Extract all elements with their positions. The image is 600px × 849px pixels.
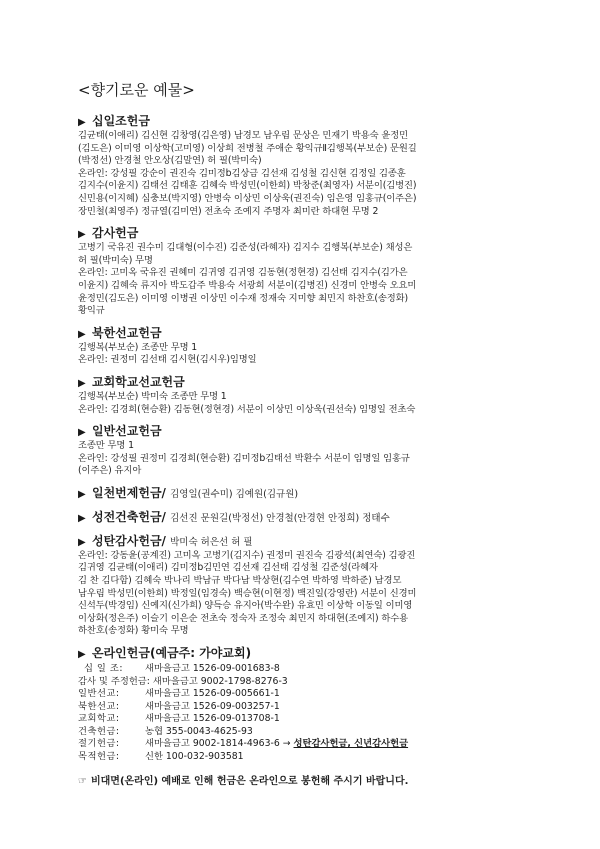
- section-heading: 감사헌금: [92, 226, 139, 241]
- donor-list: [78, 440, 530, 478]
- bullet-triangle-icon: ▶: [78, 117, 86, 128]
- bullet-triangle-icon: ▶: [78, 229, 86, 241]
- bullet-triangle-icon: ▶: [78, 427, 86, 439]
- section-heading: 교회학교선교헌금: [92, 374, 185, 389]
- donor-line: 김행복(부보순) 조종만 무명 1: [78, 341, 198, 353]
- account-number: 새마을금고 9002-1798-8276-3: [152, 675, 288, 687]
- donor-line: (김도은) 이미영 이상학(고미영) 이상희 전병철 주애순 황익규Ⅱ김행복(부보순) 문원길: [78, 142, 417, 154]
- donor-line: 신석두(박경임) 신예지(신가희) 양득승 유지아(박수완) 유효민 이상학 이동일 이미영: [78, 600, 413, 612]
- donor-line: 온라인: 강동윤(공계진) 고미옥 고병기(김지수) 권정미 권진숙 김광석(최연숙) 김광진: [78, 549, 416, 561]
- account-label: 감사 및 주정헌금:: [78, 675, 150, 687]
- donor-line: 고병기 국유진 권수미 김대형(이수진) 김준성(라혜자) 김지수 김행복(부보순) 채성은: [78, 242, 413, 254]
- page-title: <향기로운 예물>: [78, 81, 195, 99]
- account-row: [78, 738, 530, 751]
- section-north-korea-mission: [78, 326, 530, 367]
- section-heading: 일천번제헌금/: [92, 485, 166, 500]
- section-church-school-mission: [78, 375, 530, 416]
- account-list: [78, 663, 530, 763]
- donor-line: 온라인: 고미옥 국유진 권혜미 김귀영 김귀영 김동현(정현경) 김선태 김지수(김가은: [78, 267, 408, 279]
- account-row: [78, 701, 530, 714]
- account-label: 목적헌금:: [78, 750, 120, 762]
- offering-page: [78, 80, 530, 789]
- account-row: [78, 688, 530, 701]
- account-number: 새마을금고 1526-09-003257-1: [144, 700, 280, 712]
- donor-line: 윤정민(김도은) 이미영 이병권 이상민 이수재 정재숙 지미향 최민지 하찬호(송정화): [78, 292, 409, 304]
- bullet-triangle-icon: ▶: [78, 649, 86, 661]
- donor-line: 김 찬 김다함) 김혜숙 박나리 박남규 박다남 박상현(김수연 박하영 박하준) 남경모: [78, 575, 402, 587]
- bullet-triangle-icon: ▶: [78, 377, 86, 389]
- account-label: 교회학교:: [78, 713, 120, 725]
- section-building-offering: [78, 510, 530, 526]
- donor-line: 이상화(정은주) 이슬기 이은순 전초숙 정숙자 조정숙 최민지 하대현(조예지) 하수용: [78, 612, 409, 624]
- donor-line: 장민철(최영주) 정규열(김미연) 전초숙 조예지 주명자 최미란 하대현 무명 2: [78, 205, 379, 217]
- donor-line: 조종만 무명 1: [78, 440, 134, 452]
- donor-line: 이윤지) 김혜숙 류지아 박도갑주 박용숙 서광희 서분이(김병진) 신경미 안병숙 오요미: [78, 279, 417, 291]
- donor-list: [78, 550, 530, 638]
- donor-line: 김귀영 김균태(이애리) 김미정b김민연 김선재 김선태 김성철 김준성(라혜자: [78, 562, 378, 574]
- donor-line: 남우림 박성민(이한희) 박정일(임경숙) 백승현(이현정) 백진일(강영란) 서분이 신경미: [78, 587, 417, 599]
- section-christmas-offering: [78, 534, 530, 638]
- section-online-offering: [78, 646, 530, 763]
- donor-line: 온라인: 김경희(현승환) 김동현(정현경) 서분이 이상민 이상욱(권선숙) 임명일 전초숙: [78, 403, 416, 415]
- donor-line: 신민용(이지혜) 심충보(박지영) 안병숙 이상민 이상욱(권진숙) 임은영 임홍규(이주은): [78, 192, 417, 204]
- donor-line: 김균태(이애리) 김신현 김창영(김은영) 남경모 남우림 문상은 민재기 박용숙 윤정민: [78, 130, 409, 141]
- section-thousand-offering: [78, 486, 530, 502]
- donor-inline: 박미숙 허은선 허 필: [170, 536, 253, 548]
- donor-list: [78, 130, 530, 218]
- account-number: 새마을금고 9002-1814-4963-6 →: [144, 738, 291, 750]
- account-label: 북한선교:: [78, 700, 120, 712]
- notice-text: 비대면(온라인) 예배로 인해 헌금은 온라인으로 봉헌해 주시기 바랍니다.: [90, 776, 409, 788]
- donor-line: 허 필(박미숙) 무명: [78, 254, 153, 266]
- account-number: 새마을금고 1526-09-013708-1: [144, 713, 280, 725]
- donor-list: [78, 342, 530, 367]
- donor-list: [78, 391, 530, 416]
- section-tithe: [78, 114, 530, 218]
- section-heading: 북한선교헌금: [92, 325, 162, 340]
- section-thanksgiving: [78, 226, 530, 318]
- donor-line: (박정선) 안경철 안오상(김말연) 허 필(박미숙): [78, 155, 262, 167]
- account-label: 일반선교:: [78, 688, 120, 700]
- section-heading: 성전건축헌금/: [92, 509, 166, 524]
- donor-inline: 김선진 문원길(박정선) 안경철(안경현 안정희) 정태수: [170, 512, 390, 524]
- donor-line: 온라인: 강성필 강순이 권진숙 김미정b김상금 김선재 김성철 김신현 김정일 김종훈: [78, 167, 406, 179]
- section-heading: 십일조헌금: [92, 114, 150, 128]
- donor-line: (이주은) 유지아: [78, 465, 142, 477]
- account-row: [78, 663, 530, 676]
- section-general-mission: [78, 424, 530, 478]
- bullet-triangle-icon: ▶: [78, 536, 86, 548]
- section-heading: 온라인헌금(예금주: 가야교회): [92, 646, 252, 661]
- account-row: [78, 676, 530, 689]
- account-label: 십 일 조:: [84, 663, 123, 675]
- bullet-triangle-icon: ▶: [78, 512, 86, 524]
- donor-inline: 김영일(권수미) 김예원(김규원): [170, 488, 299, 500]
- account-number: 농협 355-0043-4625-93: [144, 725, 253, 737]
- bullet-triangle-icon: ▶: [78, 328, 86, 340]
- donor-line: 황익규: [78, 305, 105, 317]
- donor-line: 하찬호(송정화) 황미숙 무명: [78, 625, 189, 637]
- account-label: 절기헌금:: [78, 738, 120, 750]
- pointing-hand-icon: ☞: [78, 776, 87, 788]
- donor-line: 온라인: 권정미 김선태 김시현(김시우)임명일: [78, 354, 257, 366]
- seasonal-offering-note: 성탄감사헌금, 신년감사헌금: [293, 738, 409, 750]
- online-offering-notice: [78, 775, 530, 789]
- account-row: [78, 751, 530, 764]
- account-number: 새마을금고 1526-09-005661-1: [144, 688, 280, 700]
- donor-line: 김행복(부보순) 박미숙 조종만 무명 1: [78, 390, 227, 402]
- section-heading: 성탄감사헌금/: [92, 533, 166, 548]
- bullet-triangle-icon: ▶: [78, 488, 86, 500]
- donor-line: 온라인: 강성필 권정미 김경희(현승환) 김미정b김태선 박환수 서분이 임명일 임홍규: [78, 452, 410, 464]
- account-label: 건축헌금:: [78, 725, 120, 737]
- account-row: [78, 726, 530, 739]
- section-heading: 일반선교헌금: [92, 424, 162, 439]
- donor-list: [78, 242, 530, 318]
- account-row: [78, 713, 530, 726]
- donor-line: 김지수(이윤지) 김태선 김태훈 김혜숙 박성민(이한희) 박창준(최영자) 서분이(김병진): [78, 180, 417, 192]
- account-number: 신한 100-032-903581: [144, 750, 244, 762]
- account-number: 새마을금고 1526-09-001683-8: [144, 663, 280, 675]
